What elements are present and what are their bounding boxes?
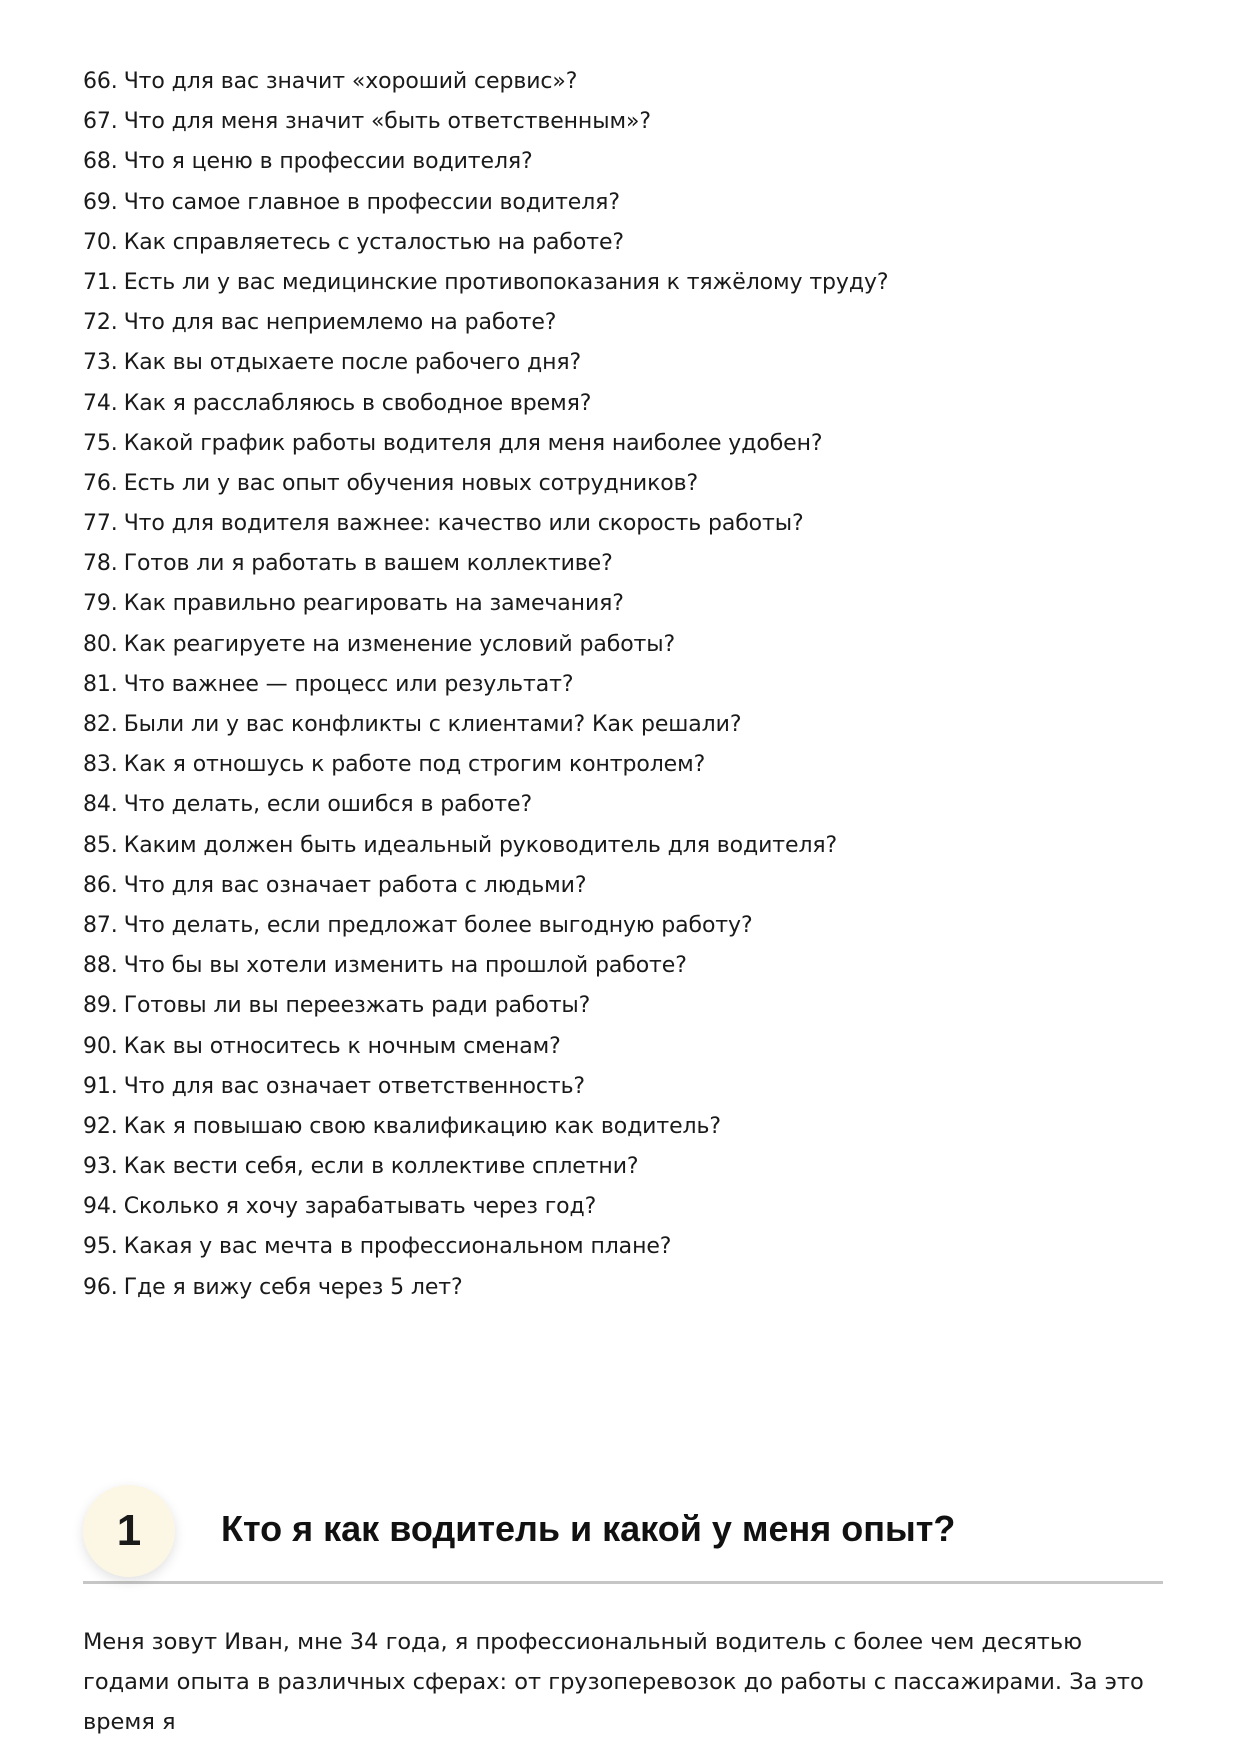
- question-text: Что для меня значит «быть ответственным»?: [123, 109, 651, 135]
- question-number: 84.: [83, 792, 118, 818]
- question-item: [83, 1107, 1163, 1147]
- question-list-container: [83, 62, 1163, 1308]
- question-number: 93.: [83, 1154, 118, 1180]
- question-text: Что делать, если предложат более выгодную работу?: [123, 912, 753, 938]
- question-item: [83, 906, 1163, 946]
- question-item: [83, 665, 1163, 705]
- question-number: 69.: [83, 189, 118, 215]
- question-item: [83, 424, 1163, 464]
- question-number: 85.: [83, 832, 118, 858]
- question-number: 91.: [83, 1073, 118, 1099]
- question-item: [83, 1227, 1163, 1267]
- section-header: [83, 1477, 1163, 1584]
- question-text: Готов ли я работать в вашем коллективе?: [123, 551, 613, 577]
- question-number: 73.: [83, 350, 118, 376]
- question-text: Как вести себя, если в коллективе сплетни?: [123, 1154, 639, 1180]
- question-item: [83, 384, 1163, 424]
- question-text: Что для вас означает работа с людьми?: [123, 872, 587, 898]
- question-item: [83, 826, 1163, 866]
- question-number: 90.: [83, 1033, 118, 1059]
- question-number: 82.: [83, 712, 118, 737]
- question-item: [83, 705, 1163, 745]
- question-text: Как я повышаю свою квалификацию как водитель?: [123, 1113, 721, 1139]
- question-item: [83, 745, 1163, 785]
- question-text: Как я расслабляюсь в свободное время?: [123, 390, 592, 416]
- question-number: 68.: [83, 149, 118, 175]
- question-text: Что важнее — процесс или результат?: [123, 671, 574, 697]
- question-number: 77.: [83, 511, 118, 537]
- question-item: [83, 223, 1163, 263]
- question-item: [83, 464, 1163, 504]
- question-item: [83, 263, 1163, 303]
- question-text: Есть ли у вас опыт обучения новых сотрудников?: [123, 470, 699, 496]
- question-text: Какая у вас мечта в профессиональном плане?: [123, 1234, 672, 1260]
- question-text: Что для вас значит «хороший сервис»?: [123, 69, 578, 94]
- question-item: [83, 866, 1163, 906]
- question-text: Как реагируете на изменение условий работы?: [123, 631, 676, 657]
- question-number: 87.: [83, 912, 118, 938]
- question-number: 71.: [83, 269, 118, 295]
- question-text: Есть ли у вас медицинские противопоказания к тяжёлому труду?: [123, 269, 889, 295]
- question-number: 79.: [83, 591, 118, 617]
- question-item: [83, 504, 1163, 544]
- question-text: Как вы относитесь к ночным сменам?: [123, 1033, 561, 1059]
- question-item: [83, 946, 1163, 986]
- question-item: [83, 625, 1163, 665]
- section-paragraph: Меня зовут Иван, мне 34 года, я профессиональный водитель с более чем десятью годами опыта в различных сферах: от грузоперевозок до работы с пассажирами. За это время я: [83, 1629, 1144, 1735]
- question-text: Что бы вы хотели изменить на прошлой работе?: [123, 953, 687, 979]
- question-item: [83, 62, 1163, 102]
- question-item: [83, 986, 1163, 1026]
- question-text: Сколько я хочу зарабатывать через год?: [123, 1194, 597, 1220]
- question-item: [83, 584, 1163, 624]
- question-number: 94.: [83, 1194, 118, 1220]
- question-number: 96.: [83, 1274, 118, 1300]
- question-item: [83, 102, 1163, 142]
- question-number: 67.: [83, 109, 118, 135]
- question-number: 81.: [83, 671, 118, 697]
- question-text: Что делать, если ошибся в работе?: [123, 792, 533, 818]
- question-text: Готовы ли вы переезжать ради работы?: [123, 993, 591, 1019]
- question-text: Что самое главное в профессии водителя?: [123, 189, 620, 215]
- question-item: [83, 1187, 1163, 1227]
- question-text: Как правильно реагировать на замечания?: [123, 591, 624, 617]
- question-item: [83, 303, 1163, 343]
- question-text: Каким должен быть идеальный руководитель для водителя?: [123, 832, 838, 858]
- question-item: [83, 1147, 1163, 1187]
- question-text: Как справляетесь с усталостью на работе?: [123, 229, 624, 255]
- question-number: 72.: [83, 310, 118, 336]
- question-text: Что для водителя важнее: качество или скорость работы?: [123, 511, 804, 537]
- question-number: 88.: [83, 953, 118, 979]
- question-number: 70.: [83, 229, 118, 255]
- question-list: [83, 62, 1163, 1308]
- question-text: Что я ценю в профессии водителя?: [123, 149, 533, 175]
- question-item: [83, 1067, 1163, 1107]
- question-item: [83, 1027, 1163, 1067]
- question-text: Что для вас означает ответственность?: [123, 1073, 586, 1099]
- question-number: 74.: [83, 390, 118, 416]
- question-text: Какой график работы водителя для меня наиболее удобен?: [123, 430, 823, 456]
- question-number: 83.: [83, 752, 118, 778]
- question-item: [83, 544, 1163, 584]
- question-item: [83, 785, 1163, 825]
- section-title: Кто я как водитель и какой у меня опыт?: [221, 1508, 956, 1549]
- question-item: [83, 183, 1163, 223]
- question-item: [83, 142, 1163, 182]
- question-number: 86.: [83, 872, 118, 898]
- question-number: 78.: [83, 551, 118, 577]
- question-number: 92.: [83, 1113, 118, 1139]
- question-number: 95.: [83, 1234, 118, 1260]
- question-number: 76.: [83, 470, 118, 496]
- question-text: Что для вас неприемлемо на работе?: [123, 310, 557, 336]
- question-item: [83, 343, 1163, 383]
- question-number: 66.: [83, 69, 118, 94]
- question-item: [83, 1268, 1163, 1308]
- question-text: Были ли у вас конфликты с клиентами? Как решали?: [123, 712, 742, 737]
- question-number: 80.: [83, 631, 118, 657]
- question-text: Где я вижу себя через 5 лет?: [123, 1274, 463, 1300]
- question-number: 75.: [83, 430, 118, 456]
- question-text: Как вы отдыхаете после рабочего дня?: [123, 350, 582, 376]
- question-text: Как я отношусь к работе под строгим контролем?: [123, 752, 706, 778]
- question-number: 89.: [83, 993, 118, 1019]
- section-number-badge: 1: [83, 1485, 175, 1577]
